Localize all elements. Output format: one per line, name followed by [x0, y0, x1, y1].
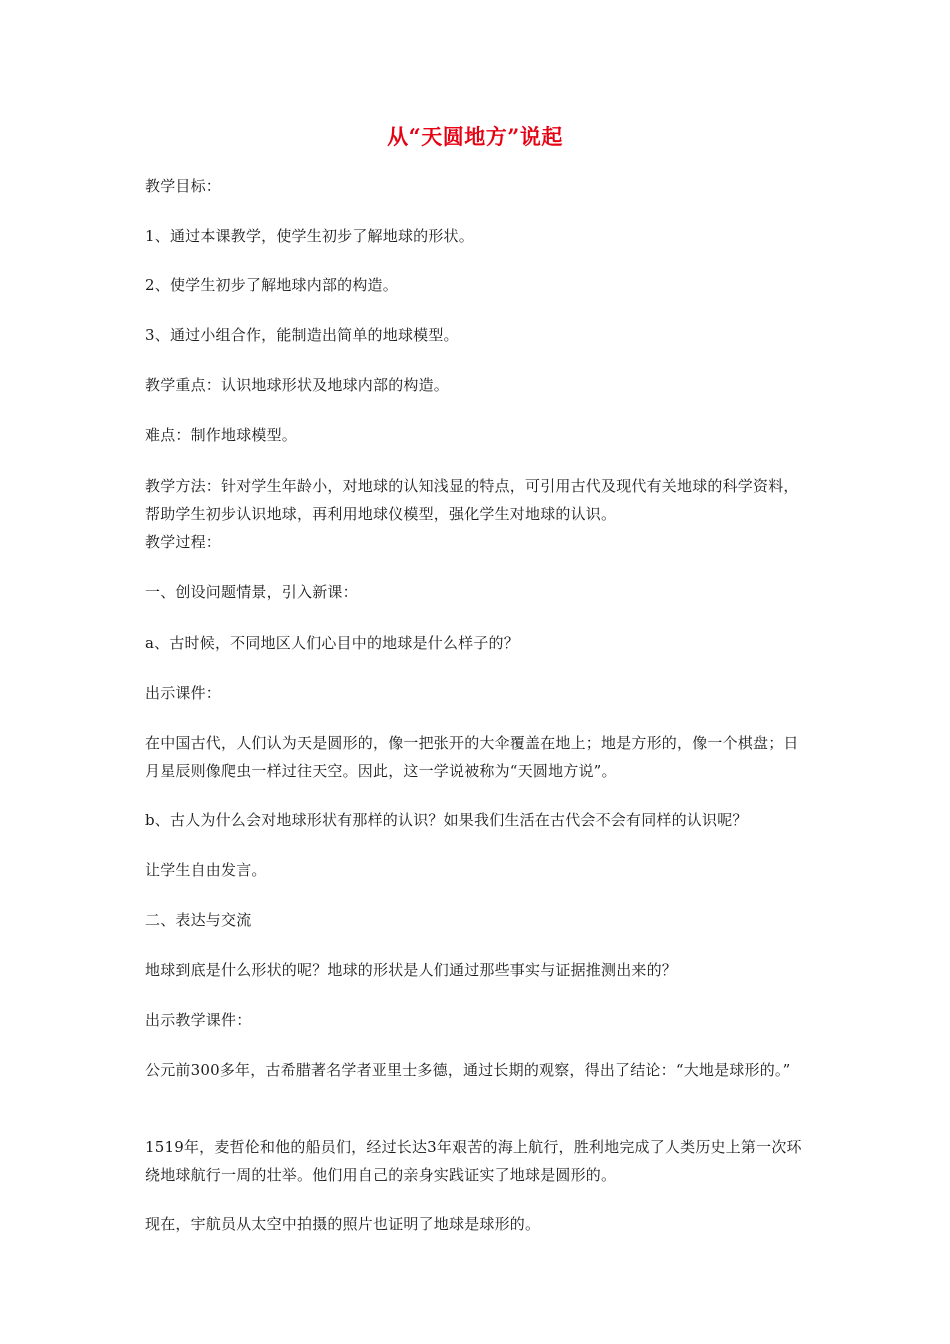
paragraph-show-courseware-1: 出示课件： [145, 684, 222, 702]
paragraph-difficulties: 难点：制作地球模型。 [145, 426, 298, 444]
paragraph-free-speech: 让学生自由发言。 [145, 861, 267, 879]
paragraph-question-b: b、古人为什么会对地球形状有那样的认识？如果我们生活在古代会不会有同样的认识呢？ [145, 811, 748, 829]
paragraph-astronauts: 现在，宇航员从太空中拍摄的照片也证明了地球是球形的。 [145, 1215, 541, 1233]
paragraph-aristotle: 公元前300多年，古希腊著名学者亚里士多德，通过长期的观察，得出了结论：“大地是球形的。” [145, 1061, 791, 1079]
paragraph-teaching-method: 教学方法：针对学生年龄小，对地球的认知浅显的特点，可引用古代及现代有关地球的科学资料，帮助学生初步认识地球，再利用地球仪模型，强化学生对地球的认识。 [145, 477, 799, 523]
paragraph-question-a: a、古时候，不同地区人们心目中的地球是什么样子的？ [145, 634, 519, 652]
paragraph-ancient-china: 在中国古代，人们认为天是圆形的，像一把张开的大伞覆盖在地上；地是方形的，像一个棋盘；日月星辰则像爬虫一样过往天空。因此，这一学说被称为“天圆地方说”。 [145, 734, 799, 780]
document-title: 从“天圆地方”说起 [387, 124, 563, 149]
paragraph-teaching-goals-heading: 教学目标： [145, 177, 222, 195]
paragraph-magellan: 1519年，麦哲伦和他的船员们，经过长达3年艰苦的海上航行，胜利地完成了人类历史上第一次环绕地球航行一周的壮举。他们用自己的亲身实践证实了地球是圆形的。 [145, 1138, 802, 1184]
paragraph-show-courseware-2: 出示教学课件： [145, 1011, 252, 1029]
paragraph-earth-shape-question: 地球到底是什么形状的呢？地球的形状是人们通过那些事实与证据推测出来的？ [145, 961, 678, 979]
paragraph-goal-1: 1、通过本课教学，使学生初步了解地球的形状。 [145, 227, 474, 245]
paragraph-key-points: 教学重点：认识地球形状及地球内部的构造。 [145, 376, 450, 394]
paragraph-teaching-process-heading: 教学过程： [145, 533, 222, 551]
paragraph-section-1-heading: 一、创设问题情景，引入新课： [145, 583, 358, 601]
paragraph-goal-3: 3、通过小组合作，能制造出简单的地球模型。 [145, 326, 459, 344]
paragraph-goal-2: 2、使学生初步了解地球内部的构造。 [145, 276, 398, 294]
paragraph-section-2-heading: 二、表达与交流 [145, 911, 252, 929]
